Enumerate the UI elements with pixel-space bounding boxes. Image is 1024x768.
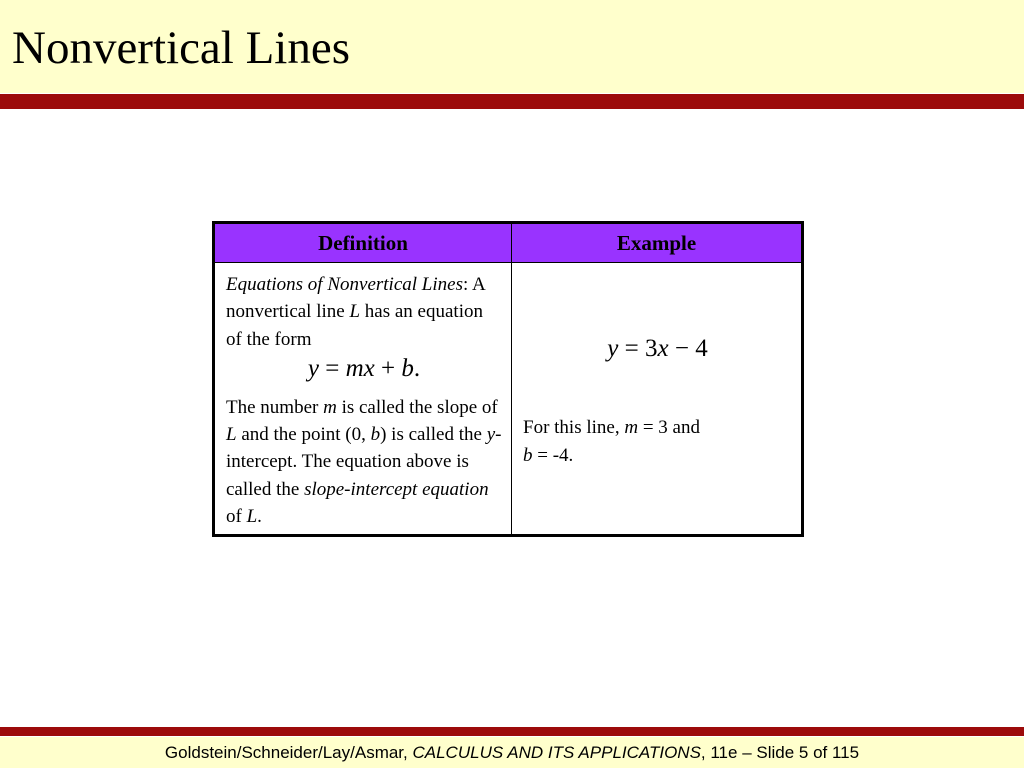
ex-text-a: For this line, [523, 417, 625, 438]
header-definition: Definition [214, 223, 512, 263]
ex-var-b: b [523, 445, 533, 466]
definition-paragraph-1 [226, 271, 502, 353]
ex-text-b: = 3 and [638, 417, 700, 438]
ex-eq-x: x [657, 335, 669, 362]
definition-paragraph-2 [226, 394, 502, 530]
ex-eq-equals: = 3 [618, 335, 658, 362]
header-example: Example [512, 223, 803, 263]
eq-equals: = [318, 354, 346, 382]
ex-eq-rest: − 4 [668, 335, 708, 362]
definition-text-2: has an equation of the form [226, 301, 483, 350]
p2-text-b: is called the slope of [336, 396, 498, 418]
example-cell [512, 263, 803, 536]
p2-var-y: y [486, 424, 496, 446]
p2-text-e: -intercept. The equation above is called the [226, 424, 502, 500]
eq-b: b [401, 354, 414, 382]
p2-term: slope-intercept equation [304, 478, 489, 500]
ex-text-c: = -4. [532, 445, 574, 466]
definition-table [212, 221, 804, 537]
footer-book-title: CALCULUS AND ITS APPLICATIONS [412, 743, 701, 762]
slide-title: Nonvertical Lines [12, 22, 351, 74]
p2-var-m: m [323, 396, 337, 418]
p2-text-d: ) is called the [380, 424, 487, 446]
example-equation [523, 333, 792, 364]
footer [0, 743, 1024, 763]
title-divider [0, 94, 1024, 109]
p2-text-f: of [226, 506, 247, 528]
footer-authors: Goldstein/Schneider/Lay/Asmar, [164, 743, 413, 762]
p2-var-L2: L [246, 506, 258, 528]
p2-var-b: b [370, 424, 381, 446]
table-row [214, 263, 803, 536]
eq-y: y [307, 354, 319, 382]
p2-text-g: . [257, 506, 262, 528]
example-text [523, 414, 792, 470]
definition-cell [214, 263, 512, 536]
eq-period: . [413, 354, 421, 382]
eq-x: x [363, 354, 375, 382]
p2-text-c: and the point (0, [236, 424, 371, 446]
eq-plus: + [374, 354, 402, 382]
footer-slide-info: , 11e – Slide 5 of 115 [700, 743, 860, 762]
term-italic: Equations of Nonvertical Lines [226, 274, 463, 295]
ex-var-m: m [624, 417, 639, 438]
var-L: L [349, 301, 361, 323]
general-equation [226, 353, 502, 384]
ex-eq-y: y [607, 335, 619, 362]
eq-m: m [345, 354, 364, 382]
p2-var-L: L [226, 424, 237, 446]
p2-text-a: The number [226, 396, 324, 418]
definition-text: : A nonvertical line [226, 274, 485, 323]
footer-divider [0, 727, 1024, 736]
table-header-row [214, 223, 803, 263]
